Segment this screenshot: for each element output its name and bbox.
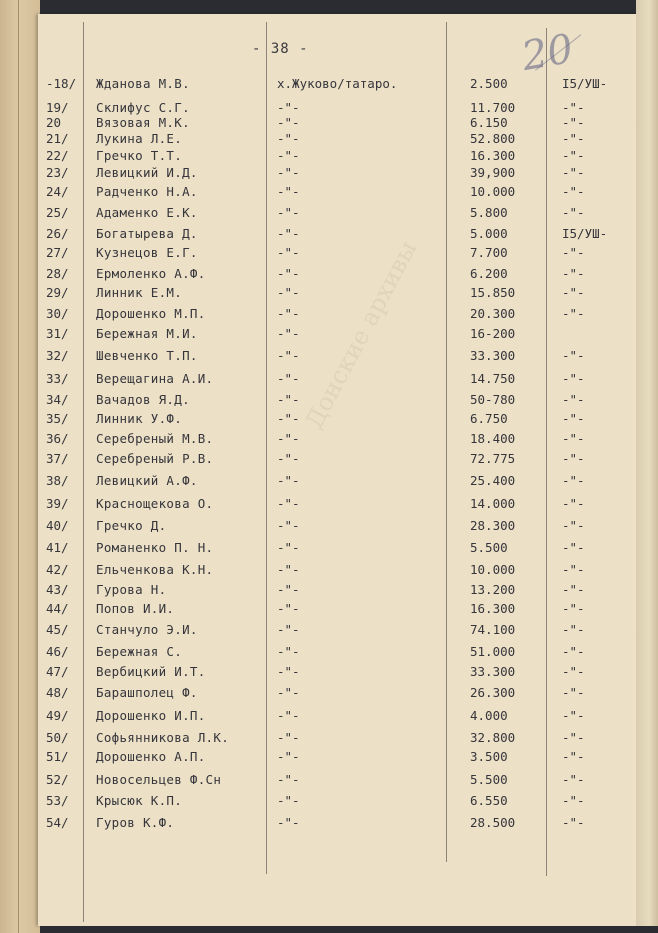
- row-number: 51/: [46, 749, 69, 764]
- person-name: Дорошенко А.П.: [96, 749, 206, 764]
- table-row: [0, 540, 658, 556]
- row-number: 39/: [46, 496, 69, 511]
- table-row: [0, 518, 658, 534]
- table-row: [0, 326, 658, 342]
- date-cell: -"-: [562, 644, 585, 659]
- row-number: 30/: [46, 306, 69, 321]
- row-number: 24/: [46, 184, 69, 199]
- amount-cell: 14.000: [470, 496, 516, 511]
- place-cell: -"-: [277, 326, 300, 341]
- person-name: Вязовая М.К.: [96, 115, 190, 130]
- row-number: 25/: [46, 205, 69, 220]
- amount-cell: 74.100: [470, 622, 516, 637]
- person-name: Краснощекова О.: [96, 496, 214, 511]
- amount-cell: 16.300: [470, 601, 516, 616]
- date-cell: -"-: [562, 496, 585, 511]
- date-cell: -"-: [562, 518, 585, 533]
- row-number: 49/: [46, 708, 69, 723]
- person-name: Вачадов Я.Д.: [96, 392, 190, 407]
- place-cell: -"-: [277, 622, 300, 637]
- row-number: 28/: [46, 266, 69, 281]
- amount-cell: 33.300: [470, 664, 516, 679]
- row-number: 27/: [46, 245, 69, 260]
- handwritten-page-mark: 20: [518, 25, 577, 81]
- person-name: Склифус С.Г.: [96, 100, 190, 115]
- amount-cell: 6.550: [470, 793, 508, 808]
- date-cell: -"-: [562, 131, 585, 146]
- date-cell: -"-: [562, 100, 585, 115]
- amount-cell: 6.150: [470, 115, 508, 130]
- row-number: 34/: [46, 392, 69, 407]
- person-name: Верещагина А.И.: [96, 371, 214, 386]
- place-cell: -"-: [277, 115, 300, 130]
- amount-cell: 5.800: [470, 205, 508, 220]
- amount-cell: 28.500: [470, 815, 516, 830]
- person-name: Левицкий А.Ф.: [96, 473, 198, 488]
- table-row: [0, 582, 658, 598]
- person-name: Жданова М.В.: [96, 76, 190, 91]
- date-cell: -"-: [562, 664, 585, 679]
- row-number: 19/: [46, 100, 69, 115]
- row-number: 23/: [46, 165, 69, 180]
- place-cell: -"-: [277, 685, 300, 700]
- row-number: 53/: [46, 793, 69, 808]
- place-cell: -"-: [277, 371, 300, 386]
- place-cell: -"-: [277, 473, 300, 488]
- amount-cell: 20.300: [470, 306, 516, 321]
- row-number: 31/: [46, 326, 69, 341]
- row-number: 54/: [46, 815, 69, 830]
- amount-cell: 5.500: [470, 772, 508, 787]
- table-row: [0, 184, 658, 200]
- table-row: [0, 685, 658, 701]
- date-cell: I5/УШ-: [562, 76, 608, 91]
- table-row: [0, 622, 658, 638]
- place-cell: -"-: [277, 518, 300, 533]
- amount-cell: 13.200: [470, 582, 516, 597]
- place-cell: -"-: [277, 772, 300, 787]
- table-row: [0, 644, 658, 660]
- date-cell: -"-: [562, 266, 585, 281]
- table-row: [0, 496, 658, 512]
- table-row: [0, 348, 658, 364]
- table-row: [0, 601, 658, 617]
- amount-cell: 16.300: [470, 148, 516, 163]
- row-number: 35/: [46, 411, 69, 426]
- person-name: Новосельцев Ф.Сн: [96, 772, 222, 787]
- table-row: [0, 266, 658, 282]
- person-name: Серебреный М.В.: [96, 431, 214, 446]
- place-cell: -"-: [277, 749, 300, 764]
- person-name: Линник Е.М.: [96, 285, 183, 300]
- row-number: 36/: [46, 431, 69, 446]
- row-number: 32/: [46, 348, 69, 363]
- table-row: [0, 411, 658, 427]
- row-number: 40/: [46, 518, 69, 533]
- place-cell: -"-: [277, 245, 300, 260]
- table-row: [0, 165, 658, 181]
- row-number: 22/: [46, 148, 69, 163]
- amount-cell: 6.200: [470, 266, 508, 281]
- date-cell: -"-: [562, 451, 585, 466]
- person-name: Софьянникова Л.К.: [96, 730, 230, 745]
- place-cell: -"-: [277, 392, 300, 407]
- place-cell: -"-: [277, 815, 300, 830]
- date-cell: -"-: [562, 749, 585, 764]
- person-name: Гурова Н.: [96, 582, 167, 597]
- table-row: [0, 708, 658, 724]
- place-cell: -"-: [277, 165, 300, 180]
- amount-cell: 39,900: [470, 165, 516, 180]
- table-row: [0, 451, 658, 467]
- place-cell: -"-: [277, 708, 300, 723]
- row-number: 33/: [46, 371, 69, 386]
- table-row: [0, 793, 658, 809]
- person-name: Шевченко Т.П.: [96, 348, 198, 363]
- person-name: Дорошенко И.П.: [96, 708, 206, 723]
- person-name: Ермоленко А.Ф.: [96, 266, 206, 281]
- date-cell: -"-: [562, 184, 585, 199]
- amount-cell: 32.800: [470, 730, 516, 745]
- row-number: 43/: [46, 582, 69, 597]
- amount-cell: 5.500: [470, 540, 508, 555]
- amount-cell: 10.000: [470, 184, 516, 199]
- date-cell: -"-: [562, 371, 585, 386]
- person-name: Левицкий И.Д.: [96, 165, 198, 180]
- amount-cell: 7.700: [470, 245, 508, 260]
- person-name: Барашполец Ф.: [96, 685, 198, 700]
- person-name: Дорошенко М.П.: [96, 306, 206, 321]
- place-cell: -"-: [277, 540, 300, 555]
- date-cell: -"-: [562, 205, 585, 220]
- amount-cell: 6.750: [470, 411, 508, 426]
- amount-cell: 26.300: [470, 685, 516, 700]
- date-cell: -"-: [562, 730, 585, 745]
- person-name: Гречко Д.: [96, 518, 167, 533]
- person-name: Лукина Л.Е.: [96, 131, 183, 146]
- table-row: [0, 749, 658, 765]
- date-cell: -"-: [562, 411, 585, 426]
- date-cell: I5/УШ-: [562, 226, 608, 241]
- table-row: [0, 562, 658, 578]
- table-row: [0, 115, 658, 131]
- date-cell: -"-: [562, 165, 585, 180]
- place-cell: -"-: [277, 431, 300, 446]
- table-row: [0, 772, 658, 788]
- person-name: Гуров К.Ф.: [96, 815, 175, 830]
- date-cell: -"-: [562, 582, 585, 597]
- amount-cell: 50-780: [470, 392, 516, 407]
- amount-cell: 5.000: [470, 226, 508, 241]
- amount-cell: 16-200: [470, 326, 516, 341]
- date-cell: -"-: [562, 622, 585, 637]
- person-name: Кузнецов Е.Г.: [96, 245, 198, 260]
- place-cell: -"-: [277, 451, 300, 466]
- table-row: [0, 76, 658, 92]
- person-name: Бережная С.: [96, 644, 183, 659]
- scanner-border-bottom: [40, 926, 658, 933]
- row-number: 41/: [46, 540, 69, 555]
- table-row: [0, 730, 658, 746]
- person-name: Попов И.И.: [96, 601, 175, 616]
- place-cell: -"-: [277, 205, 300, 220]
- table-row: [0, 815, 658, 831]
- amount-cell: 33.300: [470, 348, 516, 363]
- archive-watermark: Донские архивы: [300, 236, 423, 434]
- date-cell: -"-: [562, 245, 585, 260]
- row-number: 50/: [46, 730, 69, 745]
- amount-cell: 15.850: [470, 285, 516, 300]
- row-number: 38/: [46, 473, 69, 488]
- row-number: 52/: [46, 772, 69, 787]
- table-row: [0, 371, 658, 387]
- place-cell: -"-: [277, 131, 300, 146]
- table-row: [0, 100, 658, 116]
- place-cell: -"-: [277, 148, 300, 163]
- amount-cell: 4.000: [470, 708, 508, 723]
- date-cell: -"-: [562, 793, 585, 808]
- person-name: Радченко Н.А.: [96, 184, 198, 199]
- place-cell: -"-: [277, 306, 300, 321]
- table-row: [0, 306, 658, 322]
- date-cell: -"-: [562, 306, 585, 321]
- place-cell: -"-: [277, 100, 300, 115]
- amount-cell: 18.400: [470, 431, 516, 446]
- table-row: [0, 226, 658, 242]
- row-number: 47/: [46, 664, 69, 679]
- place-cell: -"-: [277, 730, 300, 745]
- amount-cell: 11.700: [470, 100, 516, 115]
- row-number: 29/: [46, 285, 69, 300]
- person-name: Серебреный Р.В.: [96, 451, 214, 466]
- person-name: Богатырева Д.: [96, 226, 198, 241]
- table-row: [0, 431, 658, 447]
- table-row: [0, 148, 658, 164]
- row-number: 21/: [46, 131, 69, 146]
- place-cell: -"-: [277, 411, 300, 426]
- row-number: 42/: [46, 562, 69, 577]
- date-cell: -"-: [562, 115, 585, 130]
- amount-cell: 28.300: [470, 518, 516, 533]
- table-row: [0, 392, 658, 408]
- amount-cell: 25.400: [470, 473, 516, 488]
- date-cell: -"-: [562, 540, 585, 555]
- date-cell: -"-: [562, 285, 585, 300]
- date-cell: -"-: [562, 708, 585, 723]
- place-cell: -"-: [277, 496, 300, 511]
- table-row: [0, 245, 658, 261]
- row-number: 26/: [46, 226, 69, 241]
- table-row: [0, 473, 658, 489]
- place-cell: х.Жуково/татаро.: [277, 76, 398, 91]
- person-name: Бережная М.И.: [96, 326, 198, 341]
- amount-cell: 14.750: [470, 371, 516, 386]
- person-name: Адаменко Е.К.: [96, 205, 198, 220]
- place-cell: -"-: [277, 793, 300, 808]
- row-number: 37/: [46, 451, 69, 466]
- place-cell: -"-: [277, 582, 300, 597]
- date-cell: -"-: [562, 473, 585, 488]
- table-row: [0, 285, 658, 301]
- amount-cell: 3.500: [470, 749, 508, 764]
- date-cell: -"-: [562, 392, 585, 407]
- table-row: [0, 664, 658, 680]
- place-cell: -"-: [277, 664, 300, 679]
- place-cell: -"-: [277, 226, 300, 241]
- place-cell: -"-: [277, 601, 300, 616]
- person-name: Романенко П. Н.: [96, 540, 214, 555]
- row-number: 20: [46, 115, 62, 130]
- place-cell: -"-: [277, 266, 300, 281]
- amount-cell: 72.775: [470, 451, 516, 466]
- date-cell: -"-: [562, 348, 585, 363]
- date-cell: -"-: [562, 601, 585, 616]
- person-name: Станчуло Э.И.: [96, 622, 198, 637]
- amount-cell: 51.000: [470, 644, 516, 659]
- date-cell: -"-: [562, 148, 585, 163]
- amount-cell: 2.500: [470, 76, 508, 91]
- date-cell: -"-: [562, 562, 585, 577]
- place-cell: -"-: [277, 644, 300, 659]
- place-cell: -"-: [277, 184, 300, 199]
- date-cell: -"-: [562, 772, 585, 787]
- scanner-border-top: [40, 0, 658, 14]
- person-name: Вербицкий И.Т.: [96, 664, 206, 679]
- row-number: 44/: [46, 601, 69, 616]
- person-name: Ельченкова К.Н.: [96, 562, 214, 577]
- table-row: [0, 205, 658, 221]
- date-cell: -"-: [562, 815, 585, 830]
- place-cell: -"-: [277, 285, 300, 300]
- amount-cell: 10.000: [470, 562, 516, 577]
- place-cell: -"-: [277, 562, 300, 577]
- row-number: 46/: [46, 644, 69, 659]
- row-number: 48/: [46, 685, 69, 700]
- page-number: - 38 -: [252, 41, 309, 57]
- person-name: Гречко Т.Т.: [96, 148, 183, 163]
- place-cell: -"-: [277, 348, 300, 363]
- table-row: [0, 131, 658, 147]
- date-cell: -"-: [562, 685, 585, 700]
- row-number: 45/: [46, 622, 69, 637]
- date-cell: -"-: [562, 431, 585, 446]
- person-name: Линник У.Ф.: [96, 411, 183, 426]
- person-name: Крысюк К.П.: [96, 793, 183, 808]
- amount-cell: 52.800: [470, 131, 516, 146]
- row-number: -18/: [46, 76, 77, 91]
